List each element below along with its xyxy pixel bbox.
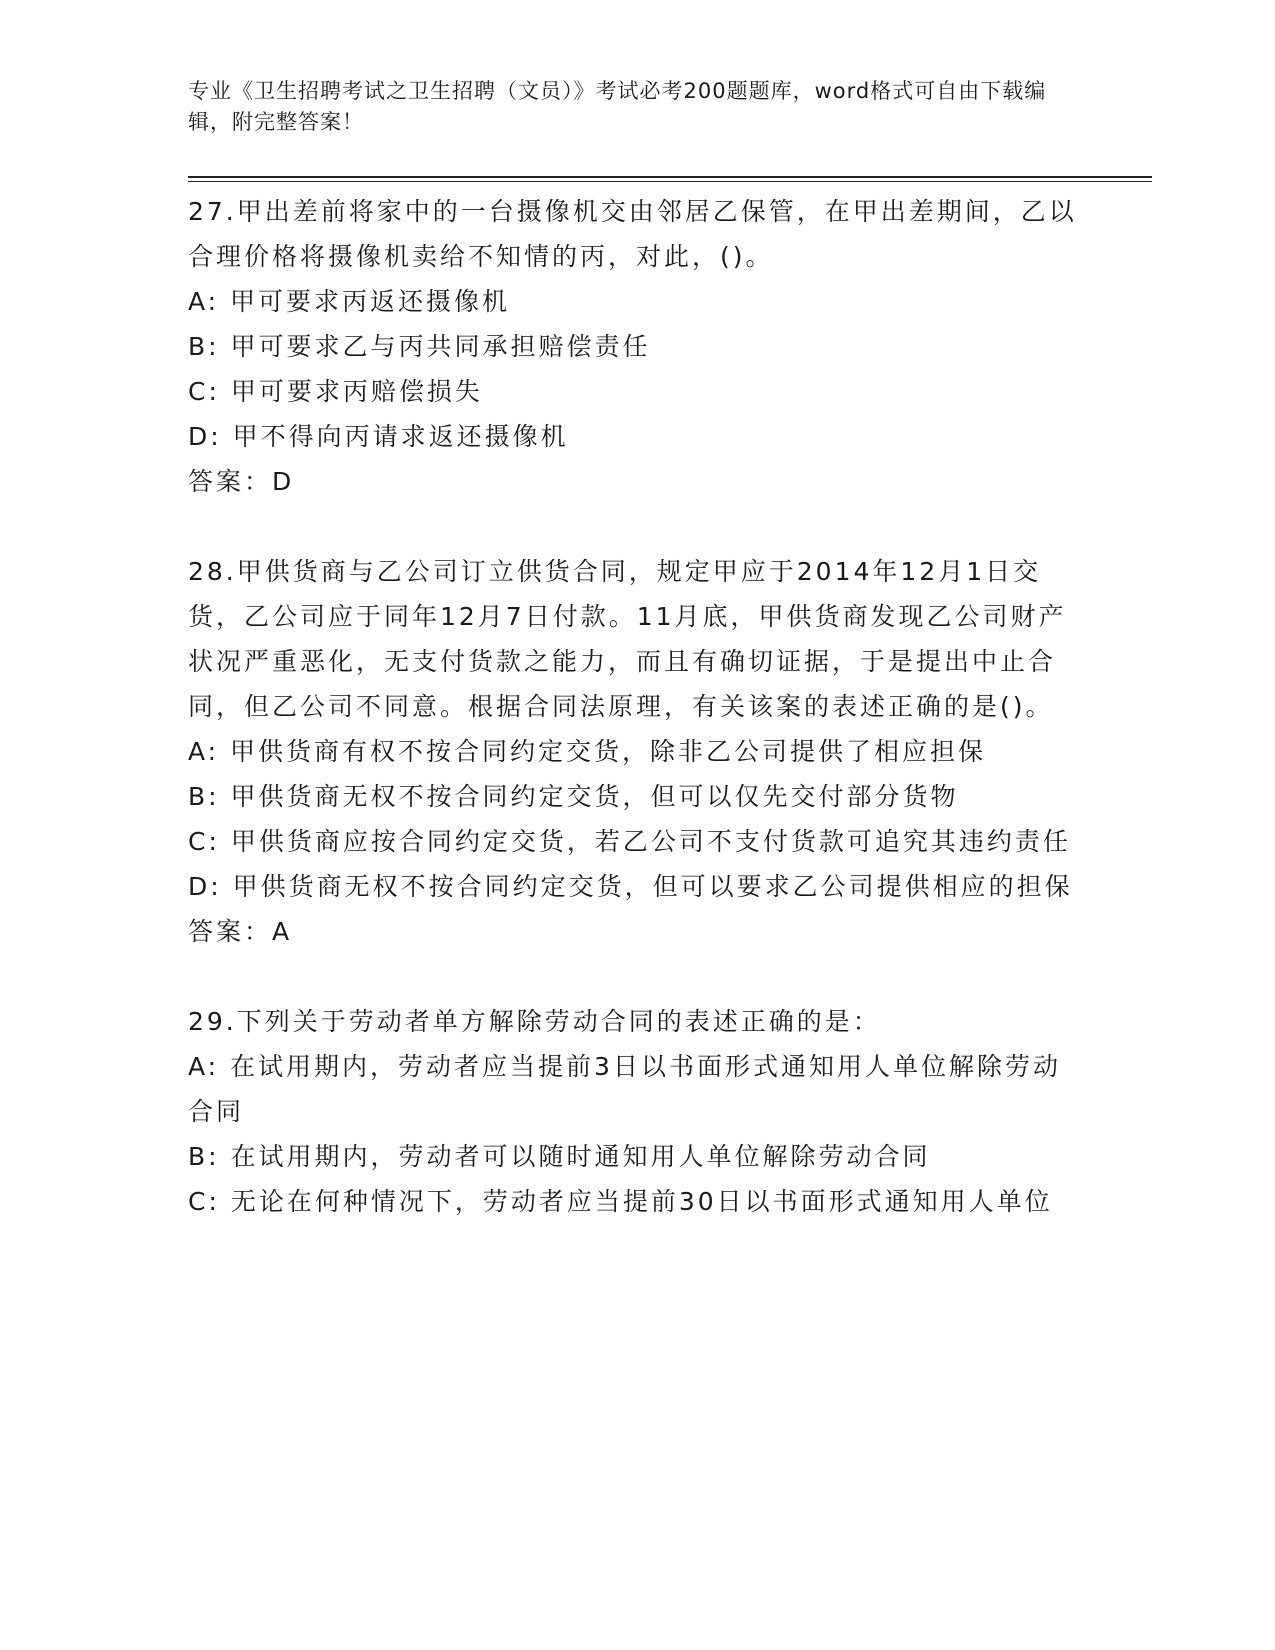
answer: 答案：A: [188, 917, 293, 946]
option-d: D: 甲供货商无权不按合同约定交货，但可以要求乙公司提供相应的担保: [188, 872, 1073, 901]
option-c: C: 无论在何种情况下，劳动者应当提前30日以书面形式通知用人单位: [188, 1187, 1053, 1216]
header-divider-thick: [188, 176, 1152, 178]
option-b: B: 在试用期内，劳动者可以随时通知用人单位解除劳动合同: [188, 1142, 931, 1171]
option-a: A: 甲可要求丙返还摄像机: [188, 287, 511, 316]
option-b: B: 甲可要求乙与丙共同承担赔偿责任: [188, 332, 651, 361]
option-a: A: 甲供货商有权不按合同约定交货，除非乙公司提供了相应担保: [188, 737, 987, 766]
question-text: 28.甲供货商与乙公司订立供货合同，规定甲应于2014年12月1日交货，乙公司应于同年12月7日付款。11月底，甲供货商发现乙公司财产状况严重恶化，无支付货款之能力，而且有确切证据，于是提出中止合同，但乙公司不同意。根据合同法原理，有关该案的表述正确的是()。: [188, 557, 1067, 721]
option-c: C: 甲可要求丙赔偿损失: [188, 377, 483, 406]
option-d: D: 甲不得向丙请求返还摄像机: [188, 422, 569, 451]
option-a: A: 在试用期内，劳动者应当提前3日以书面形式通知用人单位解除劳动合同: [188, 1052, 1061, 1126]
question-27: [188, 189, 1078, 504]
spacer: [188, 504, 1078, 549]
question-text: 27.甲出差前将家中的一台摄像机交由邻居乙保管，在甲出差期间，乙以合理价格将摄像机卖给不知情的丙，对此，()。: [188, 197, 1077, 271]
question-29: [188, 999, 1078, 1224]
header-divider-thin: [188, 181, 1152, 182]
answer: 答案：D: [188, 467, 295, 496]
question-list: [188, 189, 1078, 1224]
question-text: 29.下列关于劳动者单方解除劳动合同的表述正确的是：: [188, 1007, 881, 1036]
spacer: [188, 954, 1078, 999]
question-28: [188, 549, 1078, 954]
document-header: 专业《卫生招聘考试之卫生招聘（文员）》考试必考200题题库，word格式可自由下载编辑，附完整答案！: [188, 79, 1047, 134]
option-b: B: 甲供货商无权不按合同约定交货，但可以仅先交付部分货物: [188, 782, 959, 811]
option-c: C: 甲供货商应按合同约定交货，若乙公司不支付货款可追究其违约责任: [188, 827, 1071, 856]
